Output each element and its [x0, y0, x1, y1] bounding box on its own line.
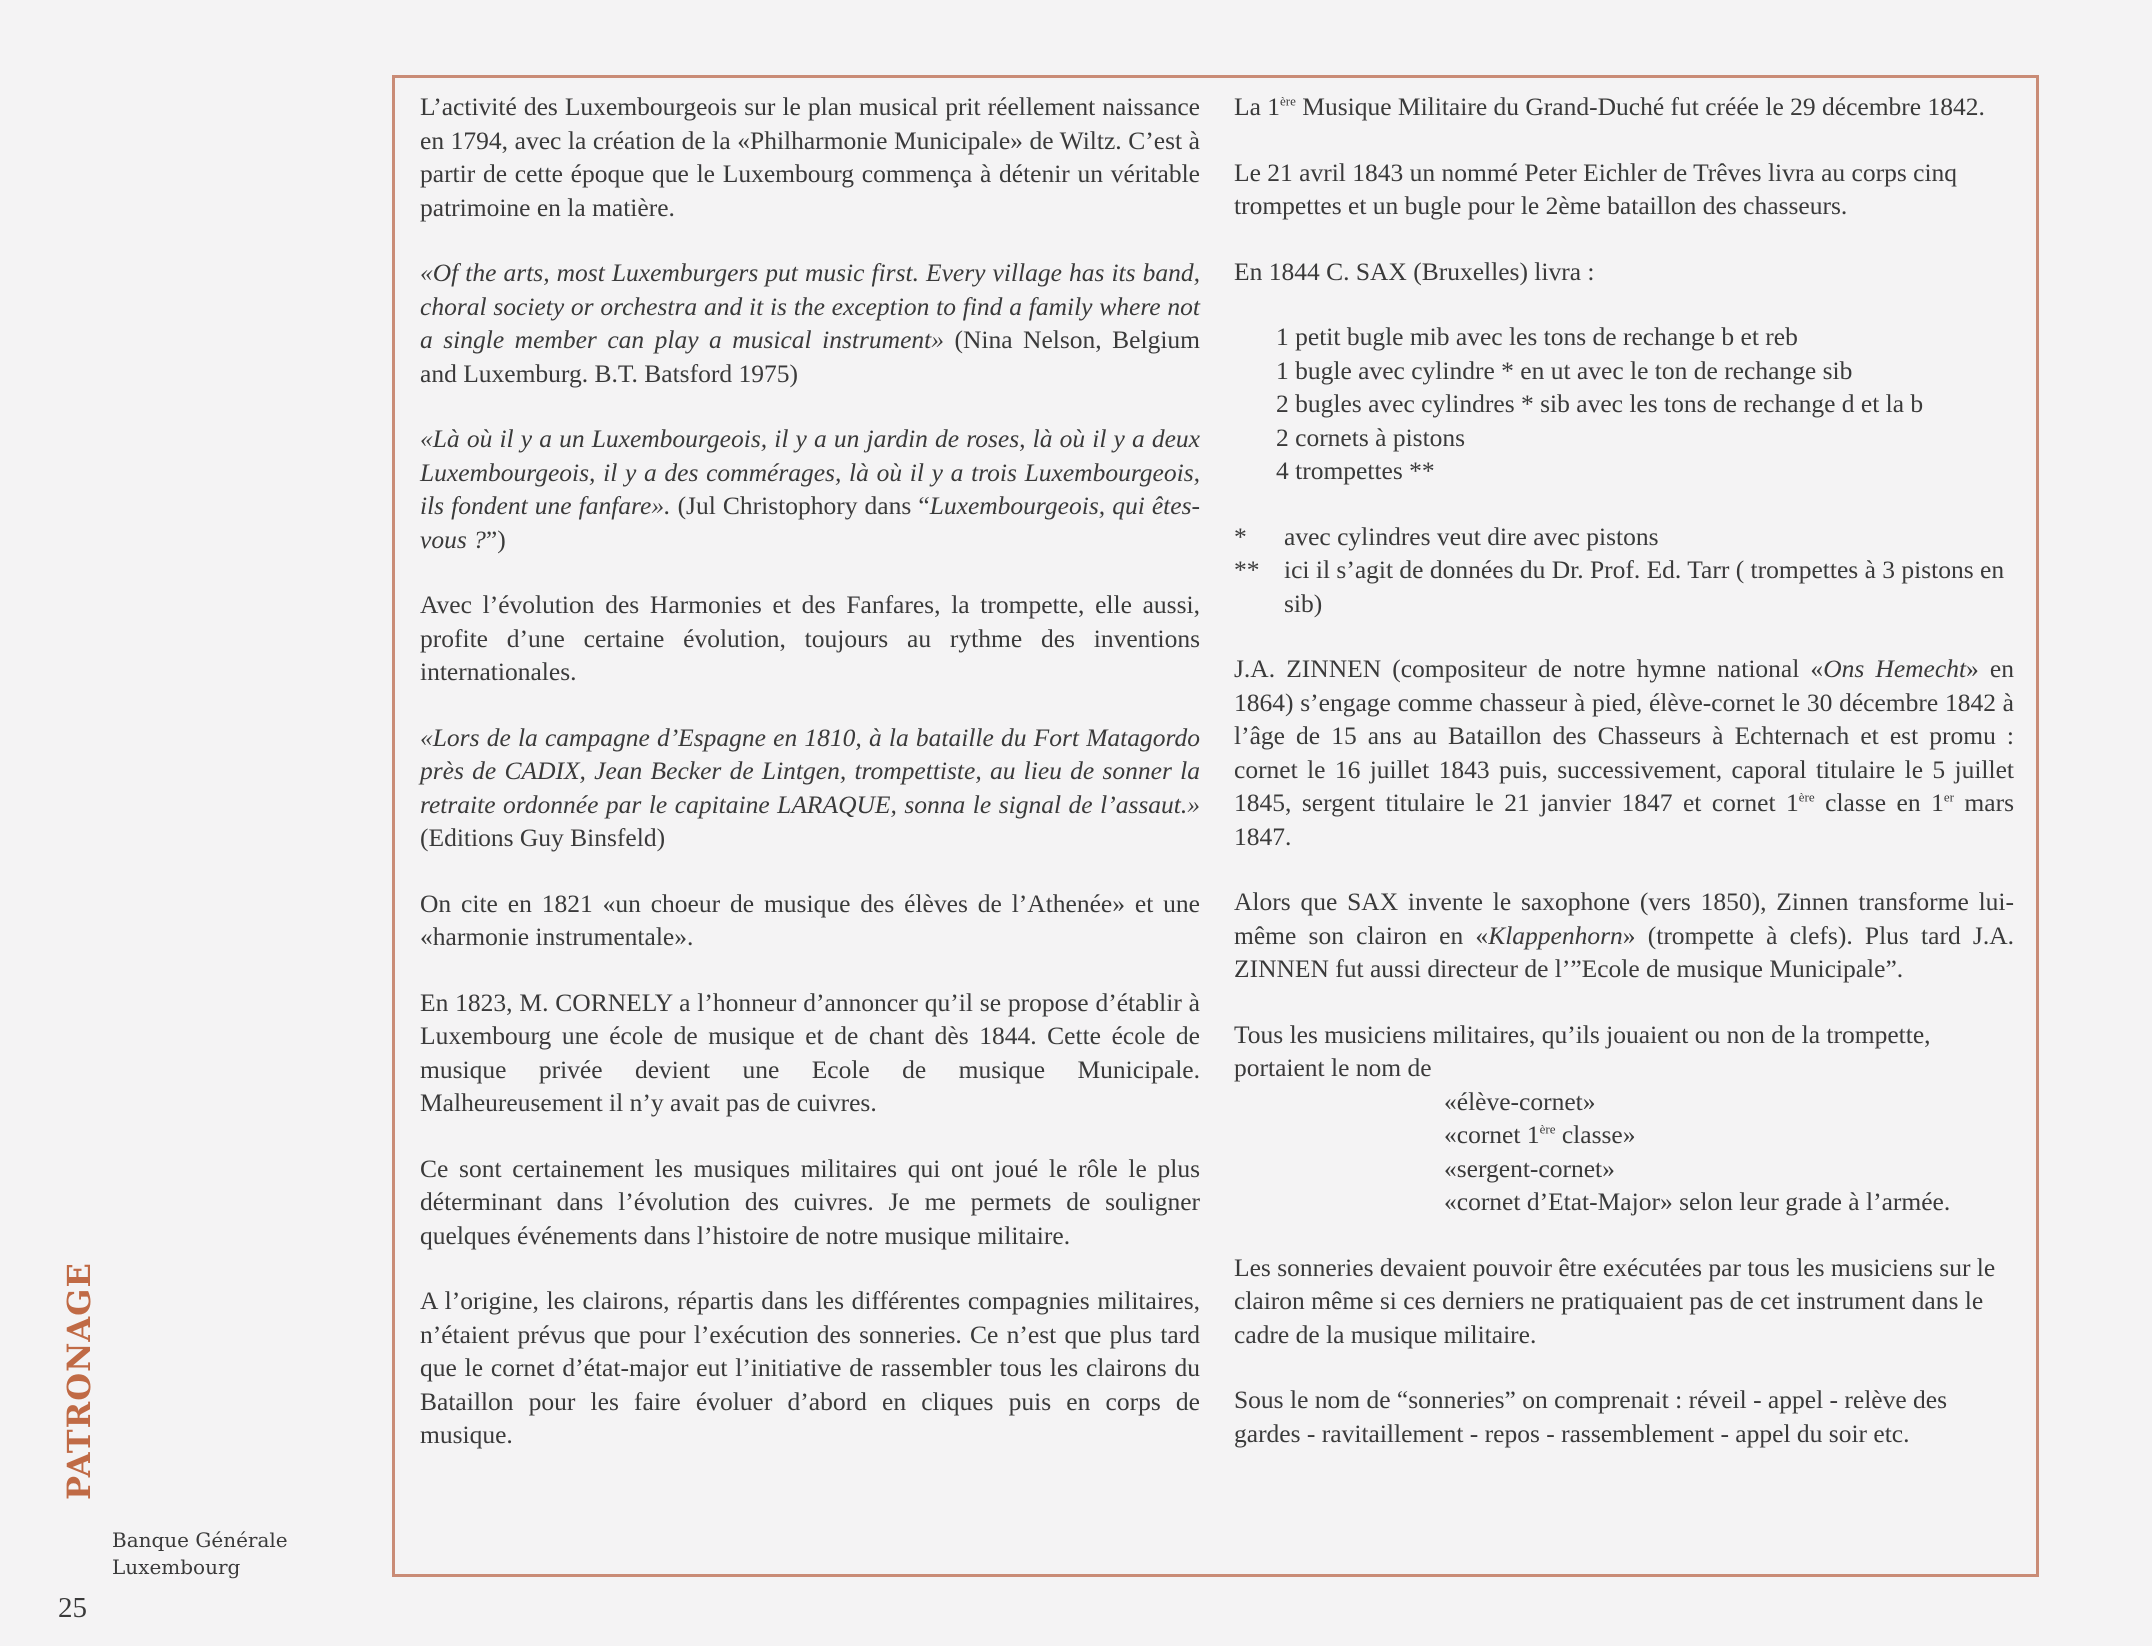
text-run: «cornet 1 [1444, 1120, 1540, 1149]
superscript: er [1943, 789, 1954, 805]
superscript: ère [1798, 789, 1815, 805]
paragraph: En 1844 C. SAX (Bruxelles) livra : [1234, 256, 1595, 286]
paragraph: En 1823, M. CORNELY a l’honneur d’annoncer qu’il se propose d’établir à Luxembourg une école de musique et de chant dès 1844. Cette école de musique privée devient une Ecole de musique Municipale. Malheureusement il n’y avait pas de cuivres. [420, 987, 1200, 1117]
rank-item [1444, 1118, 2014, 1152]
text-run: J.A. ZINNEN (compositeur de notre hymne national « [1234, 654, 1824, 683]
footnote-text: ici il s’agit de données du Dr. Prof. Ed. Tarr ( trompettes à 3 pistons en sib) [1284, 555, 2005, 618]
sponsor-credit [112, 1527, 288, 1581]
paragraph: Tous les musiciens militaires, qu’ils jouaient ou non de la trompette, portaient le nom de [1234, 1019, 1931, 1082]
text-run: classe en 1 [1814, 788, 1944, 817]
footnote-mark: ** [1234, 555, 1260, 584]
quote: «Là où il y a un Luxembourgeois, il y a un jardin de roses, là où il y a deux Luxembourgeois, il y a des commérages, là où il y a trois Luxembourgeois, ils fondent une fanfare». [420, 424, 1200, 520]
paragraph: L’activité des Luxembourgeois sur le plan musical prit réellement naissance en 1794, avec la création de la «Philharmonie Municipale» de Wiltz. C’est à partir de cette époque que le Luxembourg commença à détenir un véritable patrimoine en la matière. [420, 92, 1200, 222]
paragraph: Les sonneries devaient pouvoir être exécutées par tous les musiciens sur le clairon même si ces derniers ne pratiquaient pas de cet instrument dans le cadre de la musique militaire. [1234, 1252, 1996, 1349]
footnote [1234, 520, 2014, 554]
text-run: La 1 [1234, 92, 1281, 121]
instrument-name: Klappenhorn [1488, 920, 1623, 950]
paragraph: On cite en 1821 «un choeur de musique des élèves de l’Athenée» et une «harmonie instrumentale». [420, 888, 1200, 951]
paragraph [420, 422, 1200, 556]
section-label: PATRONAGE [60, 1262, 98, 1500]
text-run: Alors que SAX invente le saxophone (vers 1850), Zinnen transforme lui-même son clairon en « [1234, 887, 2014, 950]
paragraph: Avec l’évolution des Harmonies et des Fanfares, la trompette, elle aussi, profite d’une certaine évolution, toujours au rythme des inventions internationales. [420, 590, 1200, 686]
text-run: classe» [1555, 1120, 1636, 1149]
list-item: 1 bugle avec cylindre * en ut avec le ton de rechange sib [1276, 355, 1853, 385]
paragraph [1234, 652, 2014, 853]
superscript: ère [1280, 93, 1296, 109]
list-item: 4 trompettes ** [1276, 456, 1435, 485]
rank-list [1444, 1085, 2014, 1219]
text-run: mars 1847. [1234, 788, 2014, 851]
paragraph [1234, 90, 2014, 124]
list-item: 2 cornets à pistons [1276, 422, 1466, 452]
text-run: » (trompette à clefs). Plus tard J.A. ZINNEN fut aussi directeur de l’”Ecole de musique Municipale”. [1234, 920, 2014, 983]
paragraph: Le 21 avril 1843 un nommé Peter Eichler de Trêves livra au corps cinq trompettes et un bugle pour le 2ème bataillon des chasseurs. [1234, 157, 1958, 220]
left-column [420, 90, 1200, 1484]
page-number: 25 [58, 1592, 87, 1624]
quote-source: (Nina Nelson, Belgium and Luxemburg. B.T. Batsford 1975) [420, 325, 1200, 388]
sponsor-line: Banque Générale [112, 1528, 288, 1552]
paragraph [420, 256, 1200, 390]
list-item: 2 bugles avec cylindres * sib avec les tons de rechange d et la b [1276, 389, 1924, 418]
paragraph: Sous le nom de “sonneries” on comprenait : réveil - appel - relève des gardes - ravitaillement - repos - rassemblement - appel du soir etc. [1234, 1385, 1948, 1448]
paragraph: Ce sont certainement les musiques militaires qui ont joué le rôle le plus déterminant dans l’évolution des cuivres. Je me permets de souligner quelques événements dans l’histoire de notre musique militaire. [420, 1153, 1200, 1250]
paragraph [1234, 885, 2014, 986]
rank-item: «sergent-cornet» [1444, 1153, 1615, 1183]
book-title: Luxembourgeois, qui êtes-vous ? [420, 491, 1200, 554]
rank-item: «élève-cornet» [1444, 1086, 1596, 1116]
right-column [1234, 90, 2014, 1482]
anthem-title: Ons Hemecht [1823, 654, 1967, 683]
paragraph [420, 721, 1200, 855]
quote-source: (Jul Christophory dans “ [670, 491, 930, 520]
footnote-mark: * [1234, 521, 1247, 551]
text-run: Musique Militaire du Grand-Duché fut créée le 29 décembre 1842. [1295, 92, 1985, 121]
quote-source: (Editions Guy Binsfeld) [420, 823, 666, 852]
superscript: ère [1539, 1121, 1556, 1137]
quote-source-end: ”) [485, 524, 506, 554]
rank-item: «cornet d’Etat-Major» selon leur grade à l’armée. [1444, 1187, 1951, 1216]
list-item: 1 petit bugle mib avec les tons de rechange b et reb [1276, 322, 1798, 351]
footnote-text: avec cylindres veut dire avec pistons [1284, 521, 1659, 551]
quote: «Of the arts, most Luxemburgers put music first. Every village has its band, choral society or orchestra and it is the exception to find a family where not a single member can play a musical instrument» [420, 258, 1200, 354]
sponsor-line: Luxembourg [112, 1555, 241, 1579]
paragraph: A l’origine, les clairons, répartis dans les différentes compagnies militaires, n’étaient prévus que pour l’exécution des sonneries. Ce n’est que plus tard que le cornet d’état-major eut l’initiative de rassembler tous les clairons du Bataillon pour les faire évoluer d’abord en cliques puis en corps de musique. [420, 1286, 1200, 1449]
text-run: » en 1864) s’engage comme chasseur à pied, élève-cornet le 30 décembre 1842 à l’âge de 15 ans au Bataillon des Chasseurs à Echternach et est promu : cornet le 16 juillet 1843 puis, successivement, caporal titulaire le 5 juillet 1845, sergent titulaire le 21 janvier 1847 et cornet 1 [1234, 654, 2014, 817]
quote: «Lors de la campagne d’Espagne en 1810, à la bataille du Fort Matagordo près de CADIX, Jean Becker de Lintgen, trompettiste, au lieu de sonner la retraite ordonnée par le capitaine LARAQUE, sonna le signal de l’assaut.» [420, 722, 1200, 819]
footnotes [1234, 520, 2014, 621]
footnote [1234, 553, 2014, 620]
delivery-list [1276, 320, 2014, 488]
